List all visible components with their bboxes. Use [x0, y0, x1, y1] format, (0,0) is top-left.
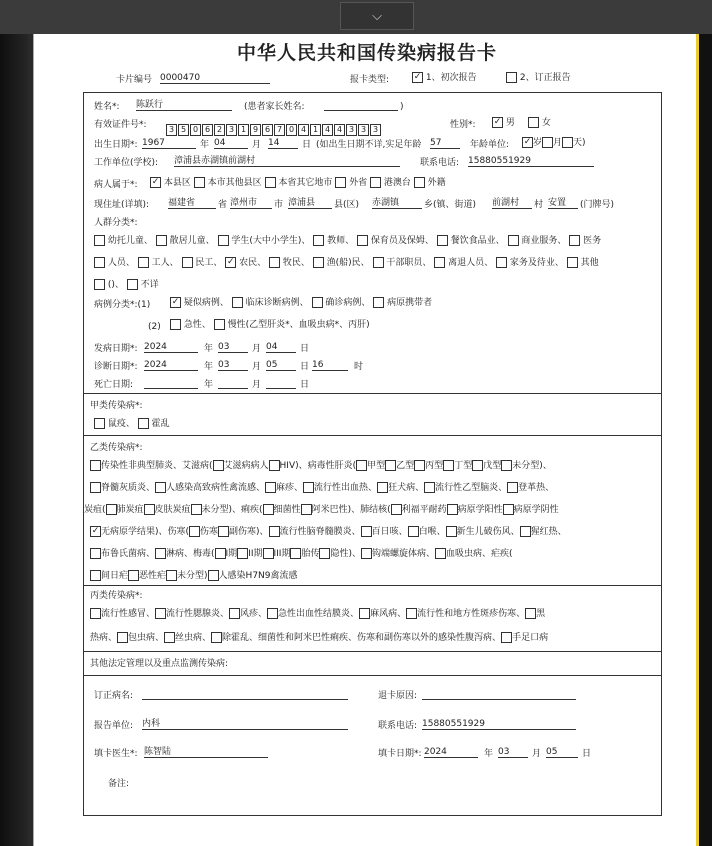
checkbox-icon[interactable] [138, 418, 149, 429]
checkbox-icon[interactable] [90, 570, 101, 581]
checkbox-icon[interactable] [414, 177, 425, 188]
sex-male[interactable]: ✓ 男 [492, 117, 515, 129]
checkbox-icon[interactable] [263, 504, 274, 515]
footer-phone-label: 联系电话: [378, 721, 418, 731]
other-section [83, 652, 662, 676]
option-label: 急性、 [183, 320, 214, 330]
id-number-grid[interactable] [166, 117, 382, 136]
option-label: 外籍 [427, 178, 446, 188]
fill-year[interactable]: 2024 [424, 746, 478, 758]
occupation-label: 人群分类*: [94, 218, 138, 228]
checkbox-icon[interactable] [412, 72, 423, 83]
checkbox-icon[interactable] [414, 460, 425, 471]
option-label: 临床诊断病例、 [245, 298, 312, 308]
occupation-row-3[interactable] [94, 279, 159, 291]
option-label: 农民、 [239, 258, 269, 268]
fill-year-label: 年 [484, 749, 494, 759]
checkbox-icon[interactable] [335, 177, 346, 188]
checkbox-icon[interactable] [424, 482, 435, 493]
checkbox-icon[interactable] [503, 504, 514, 515]
checkbox-icon[interactable] [359, 608, 370, 619]
checkbox-icon[interactable] [155, 608, 166, 619]
checkbox-icon[interactable] [191, 504, 202, 515]
checkbox-icon[interactable] [117, 632, 128, 643]
checkbox-icon[interactable] [128, 570, 139, 581]
checkbox-icon[interactable] [528, 117, 539, 128]
id-digit-cell[interactable]: 0 [286, 124, 297, 136]
onset-month-label: 月 [252, 344, 262, 354]
onset-label: 发病日期*: [94, 344, 138, 354]
month-label: 月 [252, 140, 262, 150]
option-label: 疑似病例、 [183, 298, 232, 308]
checkbox-icon[interactable] [90, 548, 101, 559]
id-digit-cell[interactable]: 5 [178, 124, 189, 136]
checkbox-icon[interactable] [492, 117, 503, 128]
checkbox-icon[interactable] [164, 632, 175, 643]
phone-label: 联系电话: [420, 158, 460, 168]
checkbox-icon[interactable] [569, 235, 580, 246]
checkbox-icon[interactable] [370, 177, 381, 188]
option-label: 离退人员、 [448, 258, 497, 268]
phone-field[interactable]: 15880551929 [468, 155, 594, 167]
checkbox-icon[interactable] [265, 177, 276, 188]
left-gutter [0, 0, 28, 846]
work-field[interactable]: 漳浦县赤湖镇前湖村 [174, 155, 400, 167]
address-label: 现住址(详填): [94, 200, 150, 210]
back-reason-label: 退卡原因: [378, 691, 418, 701]
option-label: 家务及待业、 [509, 258, 567, 268]
checkbox-icon[interactable] [150, 177, 161, 188]
option-label: 确诊病例、 [325, 298, 374, 308]
name-field[interactable]: 陈跃行 [136, 99, 232, 111]
class-a-section [83, 394, 662, 436]
top-toolbar [0, 0, 712, 34]
diagnosis-month[interactable]: 03 [218, 359, 248, 371]
class-c-section [83, 586, 662, 652]
year-label: 年 [200, 140, 210, 150]
fill-month[interactable]: 03 [498, 746, 528, 758]
occupation-row-2[interactable] [94, 257, 599, 269]
address-province[interactable]: 福建省 [168, 197, 216, 209]
id-digit-cell[interactable]: 0 [190, 124, 201, 136]
class-a-options[interactable] [94, 418, 170, 430]
checkbox-icon[interactable] [144, 504, 155, 515]
town-label: 乡(镇、街道) [424, 200, 477, 210]
checkbox-icon[interactable] [356, 460, 367, 471]
revise-field[interactable] [142, 688, 348, 700]
option-label: 霍乱 [151, 419, 170, 429]
card-type-initial[interactable]: ✓ 1、初次报告 [412, 72, 477, 84]
checkbox-icon[interactable] [94, 279, 105, 290]
class-b-line-6[interactable]: 间日疟 恶性疟 未分型) 人感染H7N9禽流感 [90, 570, 298, 582]
class-c-line-2[interactable]: 热病、 包虫病、 丝虫病、 除霍乱、细菌性和阿米巴性痢疾、伤寒和副伤寒以外的感染性腹泻病、 手足口病 [90, 633, 549, 643]
class-b-line-5[interactable]: 布鲁氏菌病、 淋病、梅毒( I期 II期 III期 胎传 隐性)、 钩端螺旋体病、 血吸虫病、疟疾( [90, 548, 513, 560]
checkbox-icon[interactable] [507, 482, 518, 493]
option-label: 港澳台 [383, 178, 414, 188]
fill-month-label: 月 [532, 749, 542, 759]
checkbox-icon[interactable] [94, 418, 105, 429]
doctor-field[interactable]: 陈智陆 [144, 746, 268, 758]
option-label: 学生(大中小学生)、 [231, 236, 314, 246]
option-label: 医务 [583, 236, 602, 246]
checkbox-icon[interactable] [218, 526, 229, 537]
sex-female[interactable]: 女 [528, 117, 551, 129]
checkbox-icon[interactable] [434, 257, 445, 268]
checkbox-icon[interactable] [385, 460, 396, 471]
id-digit-cell[interactable]: 4 [334, 124, 345, 136]
option-label: 民工、 [195, 258, 226, 268]
address-town[interactable]: 赤湖镇 [372, 197, 422, 209]
checkbox-icon[interactable] [437, 235, 448, 246]
checkbox-icon[interactable] [373, 257, 384, 268]
address-city[interactable]: 漳州市 [230, 197, 272, 209]
onset-year-label: 年 [204, 344, 214, 354]
checkbox-icon[interactable] [214, 319, 225, 330]
checkbox-icon[interactable] [562, 137, 573, 148]
checkbox-icon[interactable] [301, 504, 312, 515]
option-label: 其他 [580, 258, 599, 268]
birth-day-field[interactable]: 14 [268, 137, 298, 149]
class-a-label: 甲类传染病*: [90, 401, 143, 411]
checkbox-icon[interactable] [501, 460, 512, 471]
checkbox-icon[interactable] [496, 257, 507, 268]
revise-label: 订正病名: [94, 691, 134, 701]
checkbox-icon[interactable] [211, 632, 222, 643]
hour-label: 时 [354, 362, 364, 372]
class-b-line-1[interactable]: 传染性非典型肺炎、艾滋病( 艾滋病病人 HIV)、病毒性肝炎( 甲型 乙型 丙型 丁型 戊型 未分型)、 [90, 460, 552, 472]
checkbox-icon[interactable] [215, 548, 226, 559]
id-digit-cell[interactable]: 3 [346, 124, 357, 136]
fill-day-label: 日 [582, 749, 592, 759]
onset-year[interactable]: 2024 [144, 341, 198, 353]
checkbox-icon[interactable] [237, 548, 248, 559]
checkbox-icon[interactable] [155, 482, 166, 493]
birth-label: 出生日期*: [94, 140, 138, 150]
id-digit-cell[interactable]: 3 [226, 124, 237, 136]
checkbox-icon[interactable] [313, 235, 324, 246]
checkbox-icon[interactable] [446, 526, 457, 537]
checkbox-icon[interactable] [525, 608, 536, 619]
checkbox-icon[interactable] [170, 297, 181, 308]
checkbox-icon[interactable] [225, 257, 236, 268]
class-b-line-3[interactable]: 炭疽( 肺炭疽 皮肤炭疽 未分型)、痢疾( 细菌性 阿米巴性)、肺结核( 利福平耐药 病原学阳性 病原学阴性 [84, 505, 559, 515]
work-label: 工作单位(学校): [94, 158, 159, 168]
class-c-label: 丙类传染病*: [90, 591, 143, 601]
unit-field[interactable]: 内科 [142, 718, 348, 730]
diagnosis-year[interactable]: 2024 [144, 359, 198, 371]
other-label: 其他法定管理以及重点监测传染病: [90, 659, 229, 669]
belong-label: 病人属于*: [94, 180, 138, 190]
onset-month[interactable]: 03 [218, 341, 248, 353]
option-label: 病原携带者 [387, 298, 433, 308]
death-year[interactable] [144, 377, 198, 389]
collapse-chevron-icon[interactable]: ⌵ [340, 2, 414, 30]
checkbox-icon[interactable] [127, 279, 138, 290]
sex-label: 性别*: [450, 120, 476, 130]
day-label: 日 [302, 140, 312, 150]
county-label: 县(区) [334, 200, 360, 210]
option-label: 本县区 [163, 178, 194, 188]
checkbox-icon[interactable] [156, 235, 167, 246]
case-class-row-2[interactable] [170, 319, 370, 331]
id-digit-cell[interactable]: 1 [238, 124, 249, 136]
option-label: 牧民、 [282, 258, 313, 268]
option-label: 人员、 [107, 258, 138, 268]
checkbox-icon[interactable] [213, 460, 224, 471]
death-month[interactable] [218, 377, 248, 389]
checkbox-icon[interactable] [472, 460, 483, 471]
death-day[interactable] [266, 377, 296, 389]
checkbox-icon[interactable] [447, 504, 458, 515]
checkbox-icon[interactable] [408, 526, 419, 537]
option-label: 商业服务、 [521, 236, 570, 246]
checkbox-icon[interactable] [208, 570, 219, 581]
address-house-no[interactable]: 安置 [548, 197, 578, 209]
checkbox-icon[interactable] [522, 137, 533, 148]
checkbox-icon[interactable] [313, 257, 324, 268]
checkbox-icon[interactable] [194, 177, 205, 188]
name-label: 姓名*: [94, 102, 120, 112]
age-unit-label: 年龄单位: [470, 140, 510, 150]
option-label: 干部职员、 [386, 258, 435, 268]
house-no-label: (门牌号) [580, 200, 615, 210]
death-label: 死亡日期: [94, 380, 134, 390]
onset-day-label: 日 [300, 344, 310, 354]
checkbox-icon[interactable] [265, 482, 276, 493]
checkbox-icon[interactable] [520, 526, 531, 537]
card-no-field[interactable]: 0000470 [160, 72, 270, 84]
checkbox-icon[interactable] [232, 297, 243, 308]
class-b-label: 乙类传染病*: [90, 443, 143, 453]
birth-year-field[interactable]: 1967 [142, 137, 196, 149]
age-unit-options[interactable]: ✓ 岁 月 天) [522, 137, 586, 149]
doctor-label: 填卡医生*: [94, 749, 138, 759]
id-digit-cell[interactable]: 6 [202, 124, 213, 136]
age-note: (如出生日期不详,实足年龄 [316, 140, 422, 150]
back-reason-field[interactable] [422, 688, 576, 700]
checkbox-icon[interactable] [443, 460, 454, 471]
checkbox-icon[interactable] [567, 257, 578, 268]
option-label: 散居儿童、 [169, 236, 218, 246]
option-label: 工人、 [151, 258, 182, 268]
address-village[interactable]: 前湖村 [492, 197, 532, 209]
patient-section [83, 92, 662, 394]
id-label: 有效证件号*: [94, 120, 147, 130]
village-label: 村 [534, 200, 544, 210]
option-label: ()、 [107, 280, 127, 290]
diagnosis-year-label: 年 [204, 362, 214, 372]
card-type-revise[interactable]: 2、订正报告 [506, 72, 571, 84]
footer-phone-field[interactable]: 15880551929 [422, 718, 576, 730]
diagnosis-month-label: 月 [252, 362, 262, 372]
checkbox-icon[interactable] [106, 504, 117, 515]
id-digit-cell[interactable]: 4 [322, 124, 333, 136]
checkbox-icon[interactable] [269, 460, 280, 471]
checkbox-icon[interactable] [189, 526, 200, 537]
checkbox-icon[interactable] [303, 482, 314, 493]
death-day-label: 日 [300, 380, 310, 390]
class-b-line-4[interactable]: ✓无病原学结果)、伤寒( 伤寒 副伤寒)、 流行性脑脊髓膜炎、 百日咳、 白喉、 新生儿破伤风、 猩红热、 [90, 526, 567, 538]
checkbox-icon[interactable] [170, 319, 181, 330]
card-no-label: 卡片编号 [116, 75, 153, 85]
checkbox-icon[interactable] [90, 608, 101, 619]
fill-day[interactable]: 05 [546, 746, 578, 758]
id-digit-cell[interactable]: 3 [166, 124, 177, 136]
checkbox-icon[interactable] [542, 137, 553, 148]
checkbox-icon[interactable] [94, 235, 105, 246]
checkbox-icon[interactable] [391, 504, 402, 515]
checkbox-icon[interactable] [406, 608, 417, 619]
id-digit-cell[interactable]: 3 [370, 124, 381, 136]
checkbox-icon[interactable] [269, 526, 280, 537]
checkbox-icon[interactable] [155, 548, 166, 559]
diagnosis-day[interactable]: 05 [266, 359, 296, 371]
checkbox-icon[interactable] [269, 257, 280, 268]
checkbox-icon[interactable] [508, 235, 519, 246]
option-label: 渔(船)民、 [326, 258, 373, 268]
id-digit-cell[interactable]: 4 [298, 124, 309, 136]
guardian-end: ) [400, 102, 404, 112]
province-label: 省 [218, 200, 228, 210]
checkbox-icon[interactable] [166, 570, 177, 581]
checkbox-icon[interactable] [373, 297, 384, 308]
checkbox-icon[interactable] [361, 526, 372, 537]
guardian-field[interactable] [324, 99, 398, 111]
checkbox-icon[interactable] [506, 72, 517, 83]
class-b-line-2[interactable]: 脊髓灰质炎、 人感染高致病性禽流感、 麻疹、 流行性出血热、 狂犬病、 流行性乙型脑炎、 登革热、 [90, 482, 554, 494]
age-field[interactable]: 57 [430, 137, 460, 149]
death-month-label: 月 [252, 380, 262, 390]
diagnosis-day-label: 日 [300, 362, 310, 372]
card-type-label: 报卡类型: [350, 75, 390, 85]
checkbox-icon[interactable] [290, 548, 301, 559]
option-label: 教师、 [327, 236, 358, 246]
checkbox-icon[interactable] [182, 257, 193, 268]
checkbox-icon[interactable] [361, 548, 372, 559]
checkbox-icon[interactable] [377, 482, 388, 493]
checkbox-icon[interactable] [90, 526, 101, 537]
option-label: 本省其它地市 [278, 178, 336, 188]
case-class-row-1[interactable] [170, 297, 432, 309]
class-b-section [83, 436, 662, 586]
checkbox-icon[interactable] [94, 257, 105, 268]
unit-label: 报告单位: [94, 721, 134, 731]
city-label: 市 [274, 200, 284, 210]
option-label: 慢性(乙型肝炎*、血吸虫病*、丙肝) [227, 320, 370, 330]
checkbox-icon[interactable] [357, 235, 368, 246]
option-label: 幼托儿童、 [107, 236, 156, 246]
checkbox-icon[interactable] [312, 297, 323, 308]
checkbox-icon[interactable] [90, 460, 101, 471]
checkbox-icon[interactable] [267, 608, 278, 619]
checkbox-icon[interactable] [319, 548, 330, 559]
option-label: 外省 [349, 178, 370, 188]
checkbox-icon[interactable] [501, 632, 512, 643]
onset-day[interactable]: 04 [266, 341, 296, 353]
option-label: 不详 [140, 280, 159, 290]
option-label: 餐饮食品业、 [450, 236, 508, 246]
diagnosis-hour[interactable]: 16 [312, 359, 348, 371]
id-digit-cell[interactable]: 9 [250, 124, 261, 136]
id-digit-cell[interactable]: 6 [262, 124, 273, 136]
option-label: 保育员及保姆、 [370, 236, 437, 246]
checkbox-icon[interactable] [218, 235, 229, 246]
footer-section [83, 676, 662, 816]
id-digit-cell[interactable]: 3 [358, 124, 369, 136]
id-digit-cell[interactable]: 1 [310, 124, 321, 136]
checkbox-icon[interactable] [138, 257, 149, 268]
checkbox-icon[interactable] [263, 548, 274, 559]
belong-options[interactable] [150, 177, 446, 189]
option-label: 鼠疫、 [107, 419, 138, 429]
address-county[interactable]: 漳浦县 [288, 197, 332, 209]
occupation-row-1[interactable] [94, 235, 601, 247]
remark-label: 备注: [108, 779, 130, 789]
checkbox-icon[interactable] [90, 482, 101, 493]
id-digit-cell[interactable]: 7 [274, 124, 285, 136]
page-title: 中华人民共和国传染病报告卡 [236, 42, 497, 64]
case-class-label: 病例分类*:(1) [94, 300, 151, 310]
fill-date-label: 填卡日期*: [378, 749, 422, 759]
death-year-label: 年 [204, 380, 214, 390]
diagnosis-label: 诊断日期*: [94, 362, 138, 372]
report-card-sheet [33, 34, 699, 846]
option-label: 本市其他县区 [207, 178, 265, 188]
guardian-label: (患者家长姓名: [244, 102, 305, 112]
id-digit-cell[interactable]: 2 [214, 124, 225, 136]
checkbox-icon[interactable] [229, 608, 240, 619]
case-class-2-label: (2) [148, 322, 161, 332]
class-c-line-1[interactable]: 流行性感冒、 流行性腮腺炎、 风疹、 急性出血性结膜炎、 麻风病、 流行性和地方性斑疹伤寒、 黑 [90, 608, 545, 620]
birth-month-field[interactable]: 04 [214, 137, 248, 149]
checkbox-icon[interactable] [435, 548, 446, 559]
